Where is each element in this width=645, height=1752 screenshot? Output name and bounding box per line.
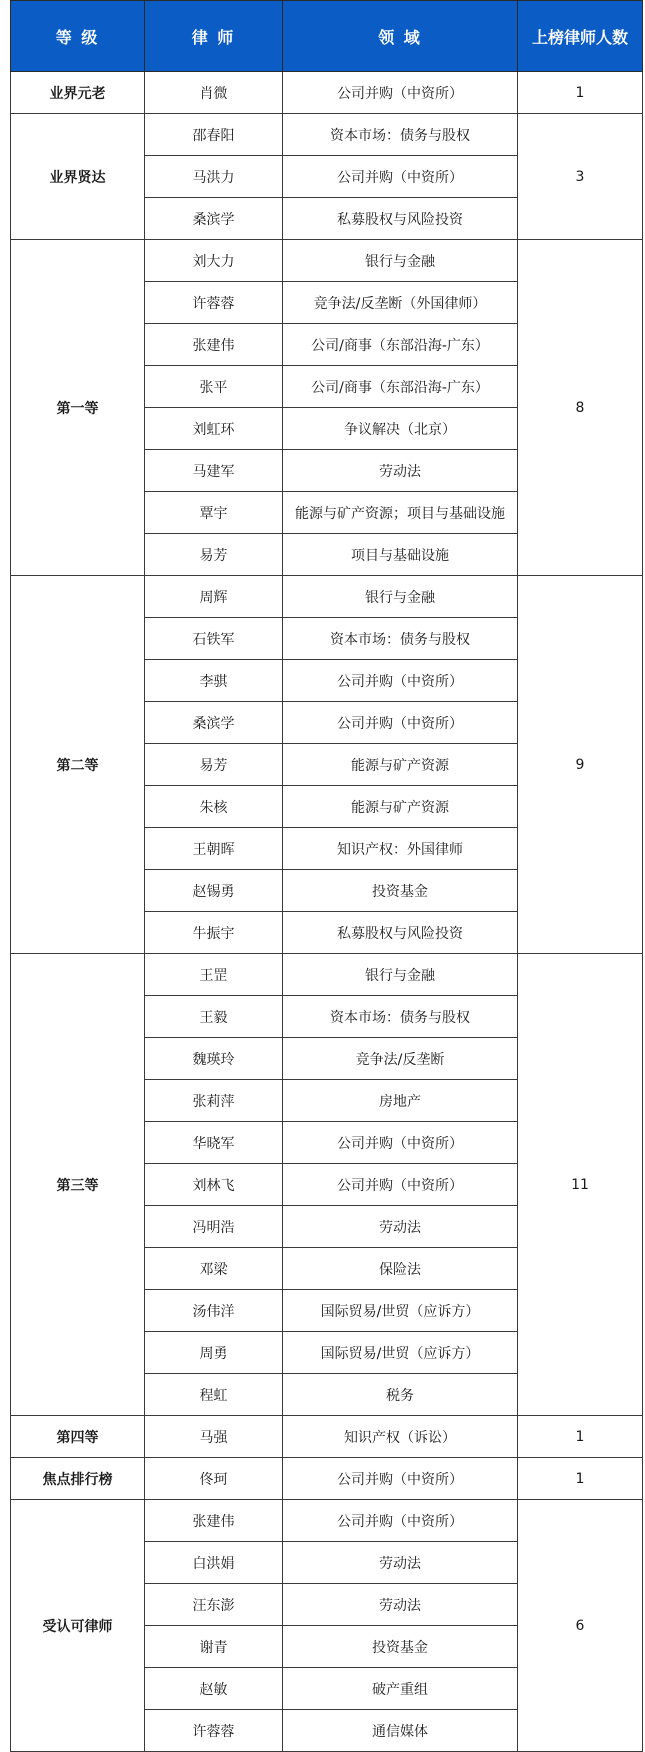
table-body <box>11 72 643 1752</box>
header-row <box>11 1 643 72</box>
lawyer-name: 刘大力 <box>145 240 283 282</box>
lawyer-name: 王罡 <box>145 954 283 996</box>
lawyer-name: 谢青 <box>145 1626 283 1668</box>
lawyer-name: 许蓉蓉 <box>145 282 283 324</box>
lawyer-name: 牛振宇 <box>145 912 283 954</box>
practice-field: 资本市场：债务与股权 <box>283 114 518 156</box>
lawyer-name: 张平 <box>145 366 283 408</box>
practice-field: 劳动法 <box>283 1206 518 1248</box>
practice-field: 资本市场：债务与股权 <box>283 618 518 660</box>
practice-field: 银行与金融 <box>283 240 518 282</box>
lawyer-name: 周辉 <box>145 576 283 618</box>
practice-field: 公司并购（中资所） <box>283 1500 518 1542</box>
lawyer-name: 桑滨学 <box>145 198 283 240</box>
practice-field: 资本市场：债务与股权 <box>283 996 518 1038</box>
lawyer-name: 李骐 <box>145 660 283 702</box>
tier-level: 受认可律师 <box>11 1500 145 1752</box>
lawyer-name: 白洪娟 <box>145 1542 283 1584</box>
lawyer-name: 华晓军 <box>145 1122 283 1164</box>
tier-level: 第四等 <box>11 1416 145 1458</box>
practice-field: 私募股权与风险投资 <box>283 198 518 240</box>
practice-field: 公司/商事（东部沿海-广东） <box>283 324 518 366</box>
table-row <box>11 114 643 156</box>
tier-count: 1 <box>518 1458 643 1500</box>
tier-count: 6 <box>518 1500 643 1752</box>
practice-field: 投资基金 <box>283 870 518 912</box>
lawyer-name: 覃宇 <box>145 492 283 534</box>
lawyer-ranking-table <box>10 0 643 1752</box>
lawyer-name: 魏瑛玲 <box>145 1038 283 1080</box>
lawyer-name: 汪东澎 <box>145 1584 283 1626</box>
lawyer-name: 张建伟 <box>145 324 283 366</box>
lawyer-name: 赵敏 <box>145 1668 283 1710</box>
practice-field: 银行与金融 <box>283 954 518 996</box>
practice-field: 劳动法 <box>283 1542 518 1584</box>
lawyer-name: 易芳 <box>145 534 283 576</box>
tier-count: 8 <box>518 240 643 576</box>
lawyer-name: 王朝晖 <box>145 828 283 870</box>
practice-field: 保险法 <box>283 1248 518 1290</box>
table-header <box>11 1 643 72</box>
table-row <box>11 1416 643 1458</box>
lawyer-name: 马洪力 <box>145 156 283 198</box>
lawyer-name: 王毅 <box>145 996 283 1038</box>
practice-field: 投资基金 <box>283 1626 518 1668</box>
lawyer-name: 程虹 <box>145 1374 283 1416</box>
practice-field: 争议解决（北京） <box>283 408 518 450</box>
header-count: 上榜律师人数 <box>518 1 643 72</box>
tier-count: 1 <box>518 1416 643 1458</box>
lawyer-name: 朱核 <box>145 786 283 828</box>
tier-count: 11 <box>518 954 643 1416</box>
practice-field: 私募股权与风险投资 <box>283 912 518 954</box>
lawyer-name: 许蓉蓉 <box>145 1710 283 1752</box>
practice-field: 税务 <box>283 1374 518 1416</box>
lawyer-name: 马建军 <box>145 450 283 492</box>
table-row <box>11 1458 643 1500</box>
practice-field: 银行与金融 <box>283 576 518 618</box>
practice-field: 公司并购（中资所） <box>283 660 518 702</box>
lawyer-name: 张莉萍 <box>145 1080 283 1122</box>
practice-field: 国际贸易/世贸（应诉方） <box>283 1332 518 1374</box>
table-row <box>11 1500 643 1542</box>
practice-field: 房地产 <box>283 1080 518 1122</box>
lawyer-name: 周勇 <box>145 1332 283 1374</box>
practice-field: 公司并购（中资所） <box>283 702 518 744</box>
table-row <box>11 72 643 114</box>
tier-level: 业界贤达 <box>11 114 145 240</box>
lawyer-name: 桑滨学 <box>145 702 283 744</box>
lawyer-name: 张建伟 <box>145 1500 283 1542</box>
lawyer-name: 佟珂 <box>145 1458 283 1500</box>
header-field: 领 域 <box>283 1 518 72</box>
practice-field: 劳动法 <box>283 1584 518 1626</box>
lawyer-name: 石铁军 <box>145 618 283 660</box>
practice-field: 公司/商事（东部沿海-广东） <box>283 366 518 408</box>
lawyer-name: 易芳 <box>145 744 283 786</box>
tier-count: 1 <box>518 72 643 114</box>
lawyer-name: 邓梁 <box>145 1248 283 1290</box>
table-row <box>11 240 643 282</box>
lawyer-name: 冯明浩 <box>145 1206 283 1248</box>
practice-field: 能源与矿产资源 <box>283 744 518 786</box>
lawyer-name: 汤伟洋 <box>145 1290 283 1332</box>
practice-field: 能源与矿产资源 <box>283 786 518 828</box>
table-row <box>11 576 643 618</box>
practice-field: 竞争法/反垄断（外国律师） <box>283 282 518 324</box>
lawyer-name: 赵锡勇 <box>145 870 283 912</box>
practice-field: 通信媒体 <box>283 1710 518 1752</box>
tier-level: 业界元老 <box>11 72 145 114</box>
tier-count: 9 <box>518 576 643 954</box>
table-row <box>11 954 643 996</box>
lawyer-name: 马强 <box>145 1416 283 1458</box>
practice-field: 知识产权：外国律师 <box>283 828 518 870</box>
tier-level: 第三等 <box>11 954 145 1416</box>
header-lawyer: 律 师 <box>145 1 283 72</box>
lawyer-name: 刘林飞 <box>145 1164 283 1206</box>
tier-level: 焦点排行榜 <box>11 1458 145 1500</box>
lawyer-name: 肖微 <box>145 72 283 114</box>
practice-field: 劳动法 <box>283 450 518 492</box>
practice-field: 破产重组 <box>283 1668 518 1710</box>
header-level: 等 级 <box>11 1 145 72</box>
lawyer-name: 邵春阳 <box>145 114 283 156</box>
practice-field: 项目与基础设施 <box>283 534 518 576</box>
practice-field: 公司并购（中资所） <box>283 1164 518 1206</box>
practice-field: 公司并购（中资所） <box>283 1458 518 1500</box>
tier-level: 第一等 <box>11 240 145 576</box>
practice-field: 知识产权（诉讼） <box>283 1416 518 1458</box>
practice-field: 竞争法/反垄断 <box>283 1038 518 1080</box>
tier-level: 第二等 <box>11 576 145 954</box>
practice-field: 国际贸易/世贸（应诉方） <box>283 1290 518 1332</box>
practice-field: 公司并购（中资所） <box>283 156 518 198</box>
practice-field: 能源与矿产资源；项目与基础设施 <box>283 492 518 534</box>
practice-field: 公司并购（中资所） <box>283 72 518 114</box>
practice-field: 公司并购（中资所） <box>283 1122 518 1164</box>
lawyer-name: 刘虹环 <box>145 408 283 450</box>
tier-count: 3 <box>518 114 643 240</box>
